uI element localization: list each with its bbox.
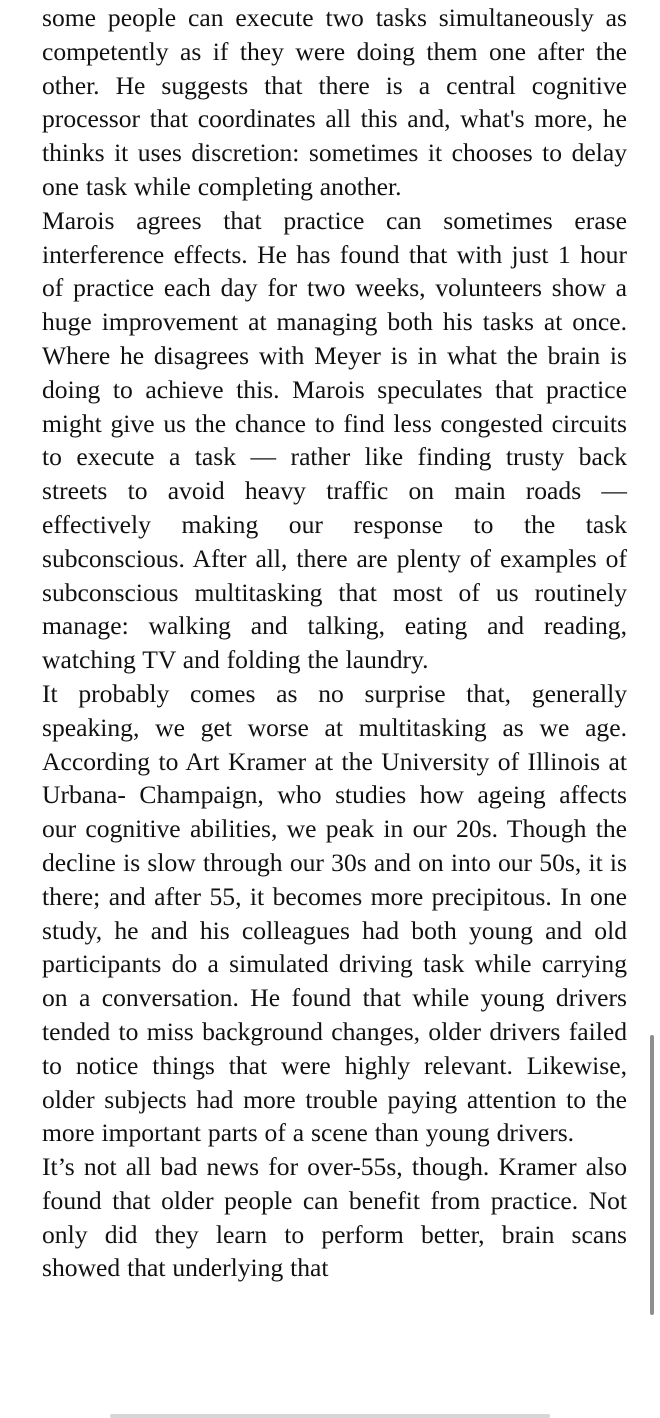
- article-body: [42, 1, 627, 1285]
- paragraph-3: It probably comes as no surprise that, generally speaking, we get worse at multitasking as we age. According to Art Kramer at the University of Illinois at Urbana- Champaign, who studies how ageing affects our cognitive abilities, we peak in our 20s. Though the decline is slow through our 30s and on into our 50s, it is there; and after 55, it becomes more precipitous. In one study, he and his colleagues had both young and old participants do a simulated driving task while carrying on a conversation. He found that while young drivers tended to miss background changes, older drivers failed to notice things that were highly relevant. Likewise, older subjects had more trouble paying attention to the more important parts of a scene than young drivers.: [42, 678, 627, 1148]
- paragraph-4: It’s not all bad news for over-55s, though. Kramer also found that older people can benefit from practice. Not only did they learn to perform better, brain scans showed that underlying that: [42, 1152, 627, 1283]
- paragraph-1: some people can execute two tasks simultaneously as competently as if they were doing them one after the other. He suggests that there is a central cognitive processor that coordinates all this and, what's more, he thinks it uses discretion: sometimes it chooses to delay one task while completing another.: [42, 3, 627, 201]
- paragraph-2: Marois agrees that practice can sometimes erase interference effects. He has found that with just 1 hour of practice each day for two weeks, volunteers show a huge improvement at managing both his tasks at once. Where he disagrees with Meyer is in what the brain is doing to achieve this. Marois speculates that practice might give us the chance to find less congested circuits to execute a task — rather like finding trusty back streets to avoid heavy traffic on main roads — effectively making our response to the task subconscious. After all, there are plenty of examples of subconscious multitasking that most of us routinely manage: walking and talking, eating and reading, watching TV and folding the laundry.: [42, 205, 627, 675]
- vertical-scrollbar[interactable]: [650, 1035, 654, 1315]
- home-indicator[interactable]: [110, 1414, 550, 1418]
